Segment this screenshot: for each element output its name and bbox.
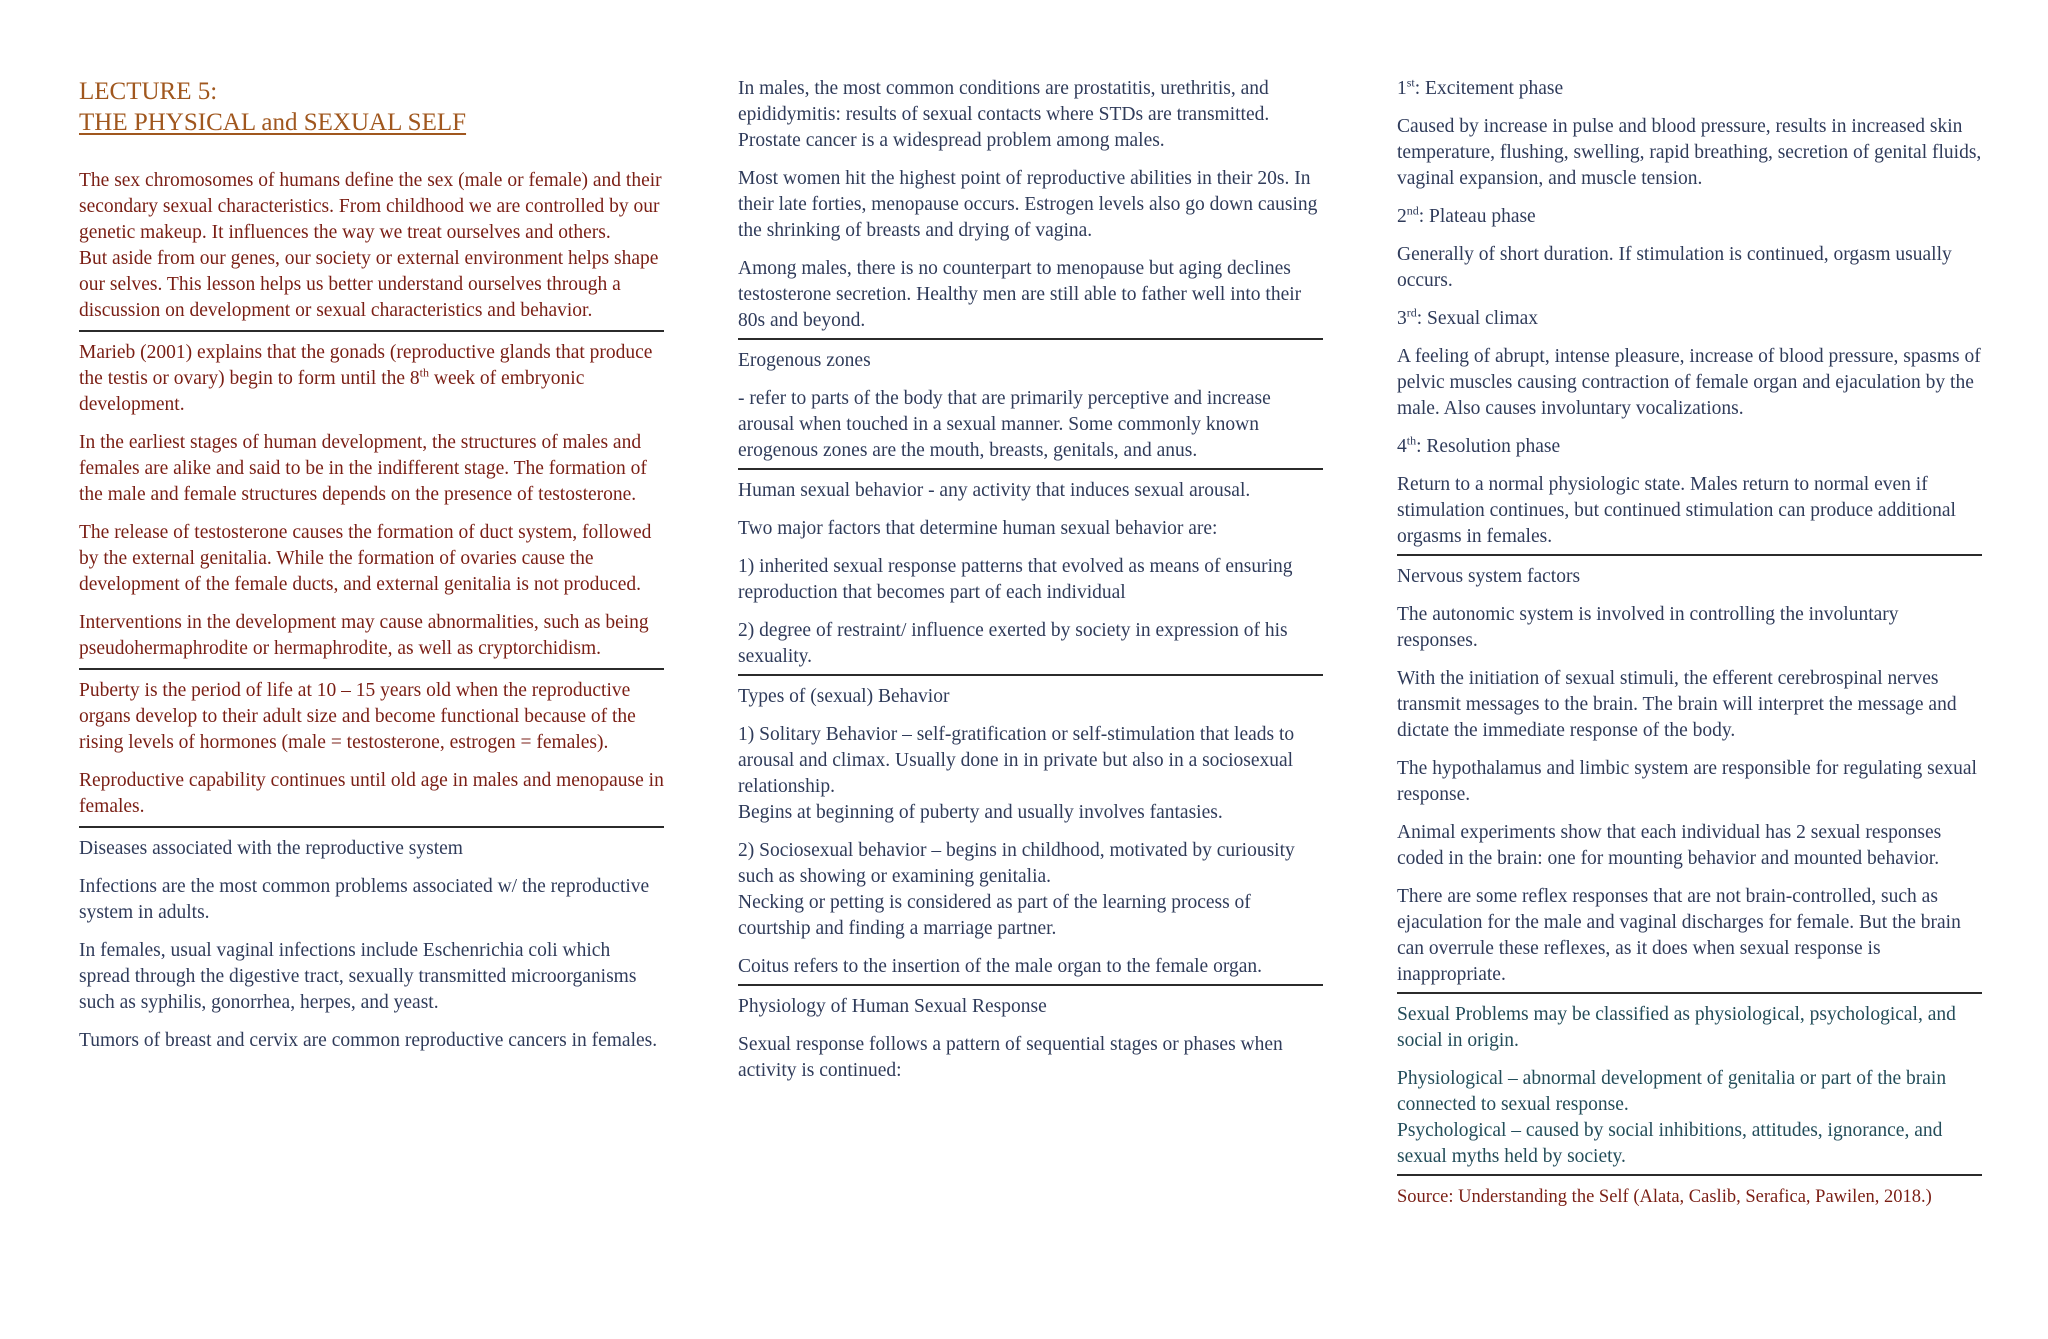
intro-paragraph-1: The sex chromosomes of humans define the sex (male or female) and their secondary sexual characteristics. From childhood we are controlled by our genetic makeup. It influences the way we treat ourselves and others. xyxy=(79,170,662,243)
diseases-heading: Diseases associated with the reproductive system xyxy=(79,838,463,859)
human-sexual-behavior-definition: Human sexual behavior - any activity that induces sexual arousal. xyxy=(738,480,1251,501)
section-divider xyxy=(79,826,664,828)
phase-4-heading: 4th: Resolution phase xyxy=(1397,433,1561,457)
lecture-subject: THE PHYSICAL and SEXUAL SELF xyxy=(79,109,467,136)
coitus-paragraph: Coitus refers to the insertion of the male organ to the female organ. xyxy=(738,956,1263,977)
female-infections-paragraph: In females, usual vaginal infections include Eschenrichia coli which spread through the digestive tract, sexually transmitted microorganisms such as syphilis, gonorrhea, herpes, and yeast. xyxy=(79,940,637,1013)
factor-1: 1) inherited sexual response patterns that evolved as means of ensuring reproduction that becomes part of each individual xyxy=(738,556,1293,603)
interventions-paragraph: Interventions in the development may cause abnormalities, such as being pseudohermaphrodite or hermaphrodite, as well as cryptorchidism. xyxy=(79,612,649,659)
women-reproductive-peak-paragraph: Most women hit the highest point of reproductive abilities in their 20s. In their late forties, menopause occurs. Estrogen levels also go down causing the shrinking of breasts and drying of vagina. xyxy=(738,168,1318,241)
section-divider xyxy=(738,674,1323,676)
reflex-paragraph: There are some reflex responses that are not brain-controlled, such as ejaculation for the male and vaginal discharges for female. But the brain can overrule these reflexes, as it does when sexual response is inappropriate. xyxy=(1397,886,1961,985)
phase-3-heading: 3rd: Sexual climax xyxy=(1397,305,1539,329)
hypothalamus-paragraph: The hypothalamus and limbic system are responsible for regulating sexual response. xyxy=(1397,758,1977,805)
section-divider xyxy=(1397,1174,1982,1176)
factor-2: 2) degree of restraint/ influence exerted by society in expression of his sexuality. xyxy=(738,620,1288,667)
marieb-paragraph: Marieb (2001) explains that the gonads (reproductive glands that produce the testis or ovary) begin to form until the 8th week of embryonic development. xyxy=(79,342,653,415)
tumors-paragraph: Tumors of breast and cervix are common reproductive cancers in females. xyxy=(79,1030,658,1051)
solitary-begins-paragraph: Begins at beginning of puberty and usually involves fantasies. xyxy=(738,802,1223,823)
column-3 xyxy=(1397,76,1982,1210)
solitary-behavior-paragraph: 1) Solitary Behavior – self-gratification or self-stimulation that leads to arousal and climax. Usually done in in private but also in a sociosexual relationship. xyxy=(738,724,1295,797)
reproductive-capability-paragraph: Reproductive capability continues until old age in males and menopause in females. xyxy=(79,770,664,817)
erogenous-zones-paragraph: - refer to parts of the body that are primarily perceptive and increase arousal when touched in a sexual manner. Some commonly known erogenous zones are the mouth, breasts, genitals, and anus. xyxy=(738,388,1271,461)
source-citation: Source: Understanding the Self (Alata, Caslib, Serafica, Pawilen, 2018.) xyxy=(1397,1187,1932,1207)
phase-2-text: Generally of short duration. If stimulation is continued, orgasm usually occurs. xyxy=(1397,244,1952,291)
psychological-problems-paragraph: Psychological – caused by social inhibitions, attitudes, ignorance, and sexual myths held by society. xyxy=(1397,1120,1943,1167)
section-divider xyxy=(738,338,1323,340)
lecture-title xyxy=(79,76,664,138)
male-conditions-paragraph: In males, the most common conditions are prostatitis, urethritis, and epididymitis: results of sexual contacts where STDs are transmitted. Prostate cancer is a widespread problem among males. xyxy=(738,78,1270,151)
phase-4-text: Return to a normal physiologic state. Males return to normal even if stimulation continues, but continued stimulation can produce additional orgasms in females. xyxy=(1397,474,1956,547)
lecture-number: LECTURE 5: xyxy=(79,78,218,105)
puberty-paragraph: Puberty is the period of life at 10 – 15 years old when the reproductive organs develop to their adult size and become functional because of the rising levels of hormones (male = testosterone, estrogen = females). xyxy=(79,680,636,753)
section-divider xyxy=(1397,992,1982,994)
section-divider xyxy=(1397,554,1982,556)
earliest-stages-paragraph: In the earliest stages of human development, the structures of males and females are alike and said to be in the indifferent stage. The formation of the male and female structures depends on the presence of testosterone. xyxy=(79,432,647,505)
autonomic-paragraph: The autonomic system is involved in controlling the involuntary responses. xyxy=(1397,604,1899,651)
phase-3-text: A feeling of abrupt, intense pleasure, increase of blood pressure, spasms of pelvic muscles causing contraction of female organ and ejaculation by the male. Also causes involuntary vocalizations. xyxy=(1397,346,1981,419)
physiology-heading: Physiology of Human Sexual Response xyxy=(738,996,1047,1017)
section-divider xyxy=(79,330,664,332)
nervous-system-heading: Nervous system factors xyxy=(1397,566,1581,587)
testosterone-release-paragraph: The release of testosterone causes the formation of duct system, followed by the external genitalia. While the formation of ovaries cause the development of the female ducts, and external genitalia is not produced. xyxy=(79,522,652,595)
intro-paragraph-2: But aside from our genes, our society or external environment helps shape our selves. This lesson helps us better understand ourselves through a discussion on development or sexual characteristics and behavior. xyxy=(79,248,659,321)
male-aging-paragraph: Among males, there is no counterpart to menopause but aging declines testosterone secretion. Healthy men are still able to father well into their 80s and beyond. xyxy=(738,258,1302,331)
section-divider xyxy=(738,468,1323,470)
sexual-problems-paragraph: Sexual Problems may be classified as physiological, psychological, and social in origin. xyxy=(1397,1004,1956,1051)
initiation-paragraph: With the initiation of sexual stimuli, the efferent cerebrospinal nerves transmit messages to the brain. The brain will interpret the message and dictate the immediate response of the body. xyxy=(1397,668,1957,741)
animal-experiments-paragraph: Animal experiments show that each individual has 2 sexual responses coded in the brain: one for mounting behavior and mounted behavior. xyxy=(1397,822,1942,869)
phase-2-heading: 2nd: Plateau phase xyxy=(1397,203,1536,227)
necking-paragraph: Necking or petting is considered as part of the learning process of courtship and finding a marriage partner. xyxy=(738,892,1251,939)
physiology-paragraph: Sexual response follows a pattern of sequential stages or phases when activity is continued: xyxy=(738,1034,1283,1081)
infections-paragraph: Infections are the most common problems associated w/ the reproductive system in adults. xyxy=(79,876,650,923)
erogenous-zones-heading: Erogenous zones xyxy=(738,350,871,371)
section-divider xyxy=(738,984,1323,986)
sociosexual-behavior-paragraph: 2) Sociosexual behavior – begins in childhood, motivated by curiousity such as showing or examining genitalia. xyxy=(738,840,1295,887)
section-divider xyxy=(79,668,664,670)
column-1 xyxy=(79,76,664,1054)
two-factors-intro: Two major factors that determine human sexual behavior are: xyxy=(738,518,1218,539)
physiological-problems-paragraph: Physiological – abnormal development of genitalia or part of the brain connected to sexual response. xyxy=(1397,1068,1947,1115)
types-of-behavior-heading: Types of (sexual) Behavior xyxy=(738,686,950,707)
phase-1-text: Caused by increase in pulse and blood pressure, results in increased skin temperature, flushing, swelling, rapid breathing, secretion of genital fluids, vaginal expansion, and muscle tension. xyxy=(1397,116,1982,189)
phase-1-heading: 1st: Excitement phase xyxy=(1397,75,1564,99)
column-2 xyxy=(738,76,1323,1084)
